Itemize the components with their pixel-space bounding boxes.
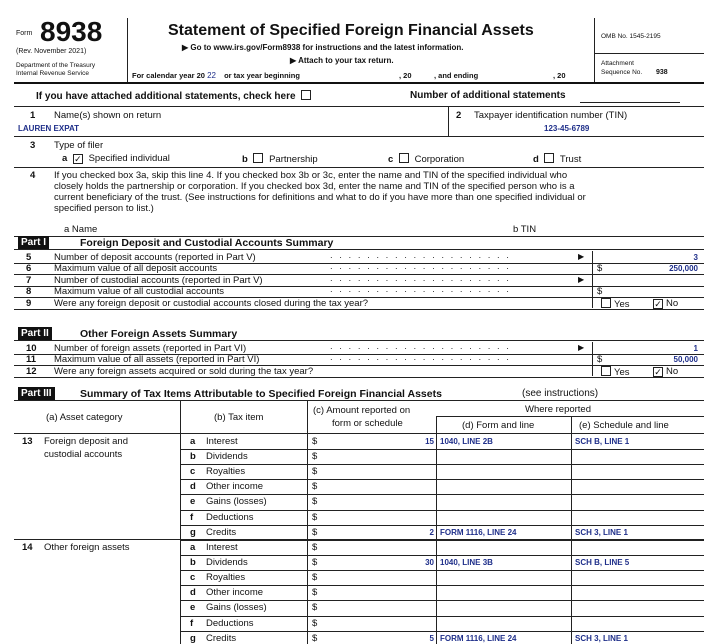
calendar-year-line: For calendar year 20 22 or tax year beginning — [132, 71, 300, 80]
line6-number: 6 — [26, 263, 32, 275]
form-revision: (Rev. November 2021) — [16, 48, 87, 55]
line13d-dollar: $ — [312, 481, 318, 493]
part2-header — [14, 327, 704, 341]
line13-category-1: Foreign deposit and — [44, 436, 128, 447]
part1-header — [14, 236, 704, 250]
omb-number: OMB No. 1545-2195 — [601, 33, 661, 40]
line14e-item: Gains (losses) — [206, 602, 267, 614]
line10-leader: . . . . . . . . . . . . . . . . . . . . — [330, 341, 511, 352]
line2-label: Taxpayer identification number (TIN) — [474, 110, 628, 121]
department-line1: Department of the Treasury — [16, 62, 96, 69]
line14f-item: Deductions — [206, 617, 254, 629]
line9-yes-label: Yes — [614, 298, 630, 310]
line6-leader: . . . . . . . . . . . . . . . . . . . . — [330, 261, 511, 273]
line14-category-1: Other foreign assets — [44, 542, 130, 553]
line4-number: 4 — [30, 170, 36, 181]
line13a-letter: a — [190, 436, 196, 447]
calendar-20b: , 20 — [553, 71, 566, 80]
line13a-schedule-line-field[interactable]: SCH B, LINE 1 — [575, 437, 630, 446]
part2-label: Part II — [18, 327, 52, 340]
line3-label: Type of filer — [54, 140, 104, 151]
line14e-letter: e — [190, 602, 196, 614]
line13g-item: Credits — [206, 526, 237, 538]
line12-number: 12 — [26, 365, 37, 377]
line13g-letter: g — [190, 526, 196, 538]
attached-statements-checkbox[interactable] — [301, 90, 311, 100]
filer-option-c[interactable]: c Corporation — [388, 154, 465, 165]
line6-text: Maximum value of all deposit accounts — [54, 263, 218, 275]
part3-header — [14, 387, 704, 401]
sequence-label: Sequence No. — [601, 69, 643, 76]
line13d-letter: d — [190, 481, 196, 493]
col-a-header: (a) Asset category — [46, 412, 123, 423]
line3-number: 3 — [30, 140, 36, 151]
line12-no-checkbox[interactable]: ✓ — [654, 366, 662, 377]
line11-number: 11 — [26, 354, 37, 366]
filer-d-checkbox[interactable] — [544, 153, 554, 163]
line14g-item: Credits — [206, 632, 237, 644]
line7-arrow: ▶ — [578, 274, 585, 284]
part1-label: Part I — [18, 236, 49, 249]
col-e-header: (e) Schedule and line — [579, 420, 669, 431]
line4a-name-label: a Name — [64, 224, 98, 235]
line13a-form-line-field[interactable]: 1040, LINE 2B — [440, 437, 493, 446]
line12-yes-label: Yes — [614, 366, 630, 378]
line1-number: 1 — [30, 110, 36, 121]
line4a-name-field[interactable] — [100, 223, 500, 235]
line13g-schedule-line-field[interactable]: SCH 3, LINE 1 — [575, 527, 628, 537]
line13-number: 13 — [22, 436, 33, 447]
attached-statements-question: If you have attached additional statements, check here — [36, 90, 314, 102]
line8-leader: . . . . . . . . . . . . . . . . . . . . — [330, 284, 511, 296]
line9-no-option[interactable] — [650, 298, 678, 309]
filer-a-checkbox[interactable]: ✓ — [74, 154, 82, 164]
line10-text: Number of foreign assets (reported in Part VI) — [54, 343, 247, 354]
line12-text: Were any foreign assets acquired or sold during the tax year? — [54, 365, 314, 377]
line14b-amount-field[interactable]: 30 — [425, 558, 434, 568]
tin-field[interactable]: 123-45-6789 — [544, 124, 590, 133]
part3-label: Part III — [18, 387, 55, 400]
line13c-dollar: $ — [312, 466, 318, 478]
line14c-letter: c — [190, 572, 196, 584]
line14b-dollar: $ — [312, 557, 318, 569]
col-d-header: (d) Form and line — [462, 420, 535, 431]
line13g-amount-field[interactable]: 2 — [429, 527, 434, 537]
line13g-dollar: $ — [312, 526, 318, 538]
line13c-item: Royalties — [206, 466, 246, 478]
line14g-form-line-field[interactable]: FORM 1116, LINE 24 — [440, 633, 517, 643]
attachment-label: Attachment — [601, 60, 634, 67]
line14-number: 14 — [22, 542, 33, 553]
line7-number: 7 — [26, 274, 32, 286]
line9-no-checkbox[interactable]: ✓ — [654, 298, 662, 309]
line4b-tin-label: b TIN — [513, 224, 537, 235]
line8-text: Maximum value of all custodial accounts — [54, 286, 225, 298]
line4b-tin-field[interactable] — [550, 223, 700, 235]
sequence-number: 938 — [656, 69, 668, 76]
line2-number: 2 — [456, 110, 462, 121]
line14b-letter: b — [190, 557, 196, 569]
line13f-item: Deductions — [206, 511, 254, 523]
additional-statements-label: Number of additional statements — [410, 90, 566, 101]
line11-value-field[interactable]: 50,000 — [673, 355, 698, 365]
line14b-item: Dividends — [206, 557, 248, 569]
form-word: Form — [16, 30, 33, 37]
filer-b-checkbox[interactable] — [253, 153, 263, 163]
form-title: Statement of Specified Foreign Financial Assets — [168, 22, 534, 39]
line11-leader: . . . . . . . . . . . . . . . . . . . . — [330, 352, 511, 364]
line11-text: Maximum value of all assets (reported in Part VI) — [54, 354, 260, 366]
line14a-letter: a — [190, 542, 196, 553]
line14a-dollar: $ — [312, 542, 318, 553]
taxpayer-name-field[interactable]: LAUREN EXPAT — [18, 124, 80, 133]
line6-dollar: $ — [597, 263, 603, 275]
line1-label: Name(s) shown on return — [54, 110, 162, 121]
line7-leader: . . . . . . . . . . . . . . . . . . . . — [330, 272, 511, 284]
line4-text-3: current beneficiary of the trust. (See instructions for definitions and what to do if you have more than one specified individual or — [54, 192, 586, 203]
line4-text-4: specified person to list.) — [54, 203, 154, 214]
line14g-schedule-line-field[interactable]: SCH 3, LINE 1 — [575, 633, 628, 643]
line13d-item: Other income — [206, 481, 264, 493]
line13b-dollar: $ — [312, 451, 318, 463]
line14d-item: Other income — [206, 587, 264, 599]
filer-option-b[interactable]: b Partnership — [242, 154, 318, 165]
line14c-item: Royalties — [206, 572, 246, 584]
line5-arrow: ▶ — [578, 252, 585, 261]
line13b-item: Dividends — [206, 451, 248, 463]
line13a-dollar: $ — [312, 436, 318, 447]
where-reported-header: Where reported — [525, 404, 592, 415]
line13a-amount-field[interactable]: 15 — [425, 437, 434, 446]
line10-number: 10 — [26, 343, 37, 354]
line8-number: 8 — [26, 286, 32, 298]
line13f-dollar: $ — [312, 511, 318, 523]
line5-leader: . . . . . . . . . . . . . . . . . . . . — [330, 250, 511, 261]
line13g-form-line-field[interactable]: FORM 1116, LINE 24 — [440, 527, 517, 537]
line13f-letter: f — [190, 511, 194, 523]
instructions-link-text: ▶ Go to www.irs.gov/Form8938 for instructions and the latest information. — [182, 43, 464, 52]
part3-title-suffix: (see instructions) — [522, 388, 599, 399]
line9-no-label: No — [666, 297, 679, 309]
col-b-header: (b) Tax item — [214, 412, 264, 423]
line14a-item: Interest — [206, 542, 238, 553]
part3-title: Summary of Tax Items Attributable to Specified Foreign Financial Assets — [80, 388, 442, 400]
line13-category-2: custodial accounts — [44, 449, 123, 460]
line14f-dollar: $ — [312, 617, 318, 629]
line5-value-field[interactable]: 3 — [693, 253, 698, 262]
line13a-item: Interest — [206, 436, 238, 447]
calendar-year-field[interactable]: 22 — [207, 71, 216, 80]
line10-value-field[interactable]: 1 — [693, 344, 698, 353]
line13e-dollar: $ — [312, 496, 318, 508]
line5-text: Number of deposit accounts (reported in Part V) — [54, 252, 256, 263]
line14d-letter: d — [190, 587, 196, 599]
line14g-letter: g — [190, 632, 196, 644]
calendar-20a: , 20 — [399, 71, 412, 80]
calendar-ending: , and ending — [434, 71, 479, 80]
line14b-form-line-field[interactable]: 1040, LINE 3B — [440, 558, 493, 568]
line10-arrow: ▶ — [578, 343, 585, 352]
line9-yes-checkbox[interactable] — [601, 298, 611, 308]
line13e-letter: e — [190, 496, 196, 508]
filer-c-checkbox[interactable] — [399, 153, 409, 163]
line13c-letter: c — [190, 466, 196, 478]
line14e-dollar: $ — [312, 602, 318, 614]
col-c-header-2: form or schedule — [332, 418, 403, 429]
form-number: 8938 — [40, 16, 103, 47]
line13e-item: Gains (losses) — [206, 496, 267, 508]
line14g-dollar: $ — [312, 632, 318, 644]
department-line2: Internal Revenue Service — [16, 70, 89, 77]
filer-option-a[interactable]: a ✓ Specified individual — [62, 153, 170, 164]
line14g-amount-field[interactable]: 5 — [429, 633, 434, 643]
line14b-schedule-line-field[interactable]: SCH B, LINE 5 — [575, 558, 630, 568]
line9-text: Were any foreign deposit or custodial accounts closed during the tax year? — [54, 297, 369, 309]
part2-title: Other Foreign Assets Summary — [80, 328, 238, 340]
line5-number: 5 — [26, 252, 32, 263]
filer-option-d[interactable]: d Trust — [533, 154, 582, 165]
additional-statements-field[interactable] — [580, 102, 680, 103]
line14d-dollar: $ — [312, 587, 318, 599]
line4-text-2: closely holds the partnership or corporation. If you checked box 3d, enter the name and TIN of the specified person who is a — [54, 181, 575, 192]
line6-value-field[interactable]: 250,000 — [669, 264, 698, 274]
line4-text-1: If you checked box 3a, skip this line 4. If you checked box 3b or 3c, enter the name and TIN of the specified individual who — [54, 170, 568, 181]
line13b-letter: b — [190, 451, 196, 463]
line7-text: Number of custodial accounts (reported in Part V) — [54, 274, 263, 286]
line14f-letter: f — [190, 617, 194, 629]
line11-dollar: $ — [597, 354, 603, 366]
line12-yes-checkbox[interactable] — [601, 366, 611, 376]
line12-no-label: No — [666, 365, 679, 377]
attach-note: ▶ Attach to your tax return. — [290, 56, 394, 65]
line14c-dollar: $ — [312, 572, 318, 584]
line9-number: 9 — [26, 297, 32, 309]
line12-no-option[interactable] — [650, 366, 678, 377]
part1-title: Foreign Deposit and Custodial Accounts Summary — [80, 237, 334, 249]
col-c-header-1: (c) Amount reported on — [313, 405, 411, 416]
line8-dollar: $ — [597, 286, 603, 298]
